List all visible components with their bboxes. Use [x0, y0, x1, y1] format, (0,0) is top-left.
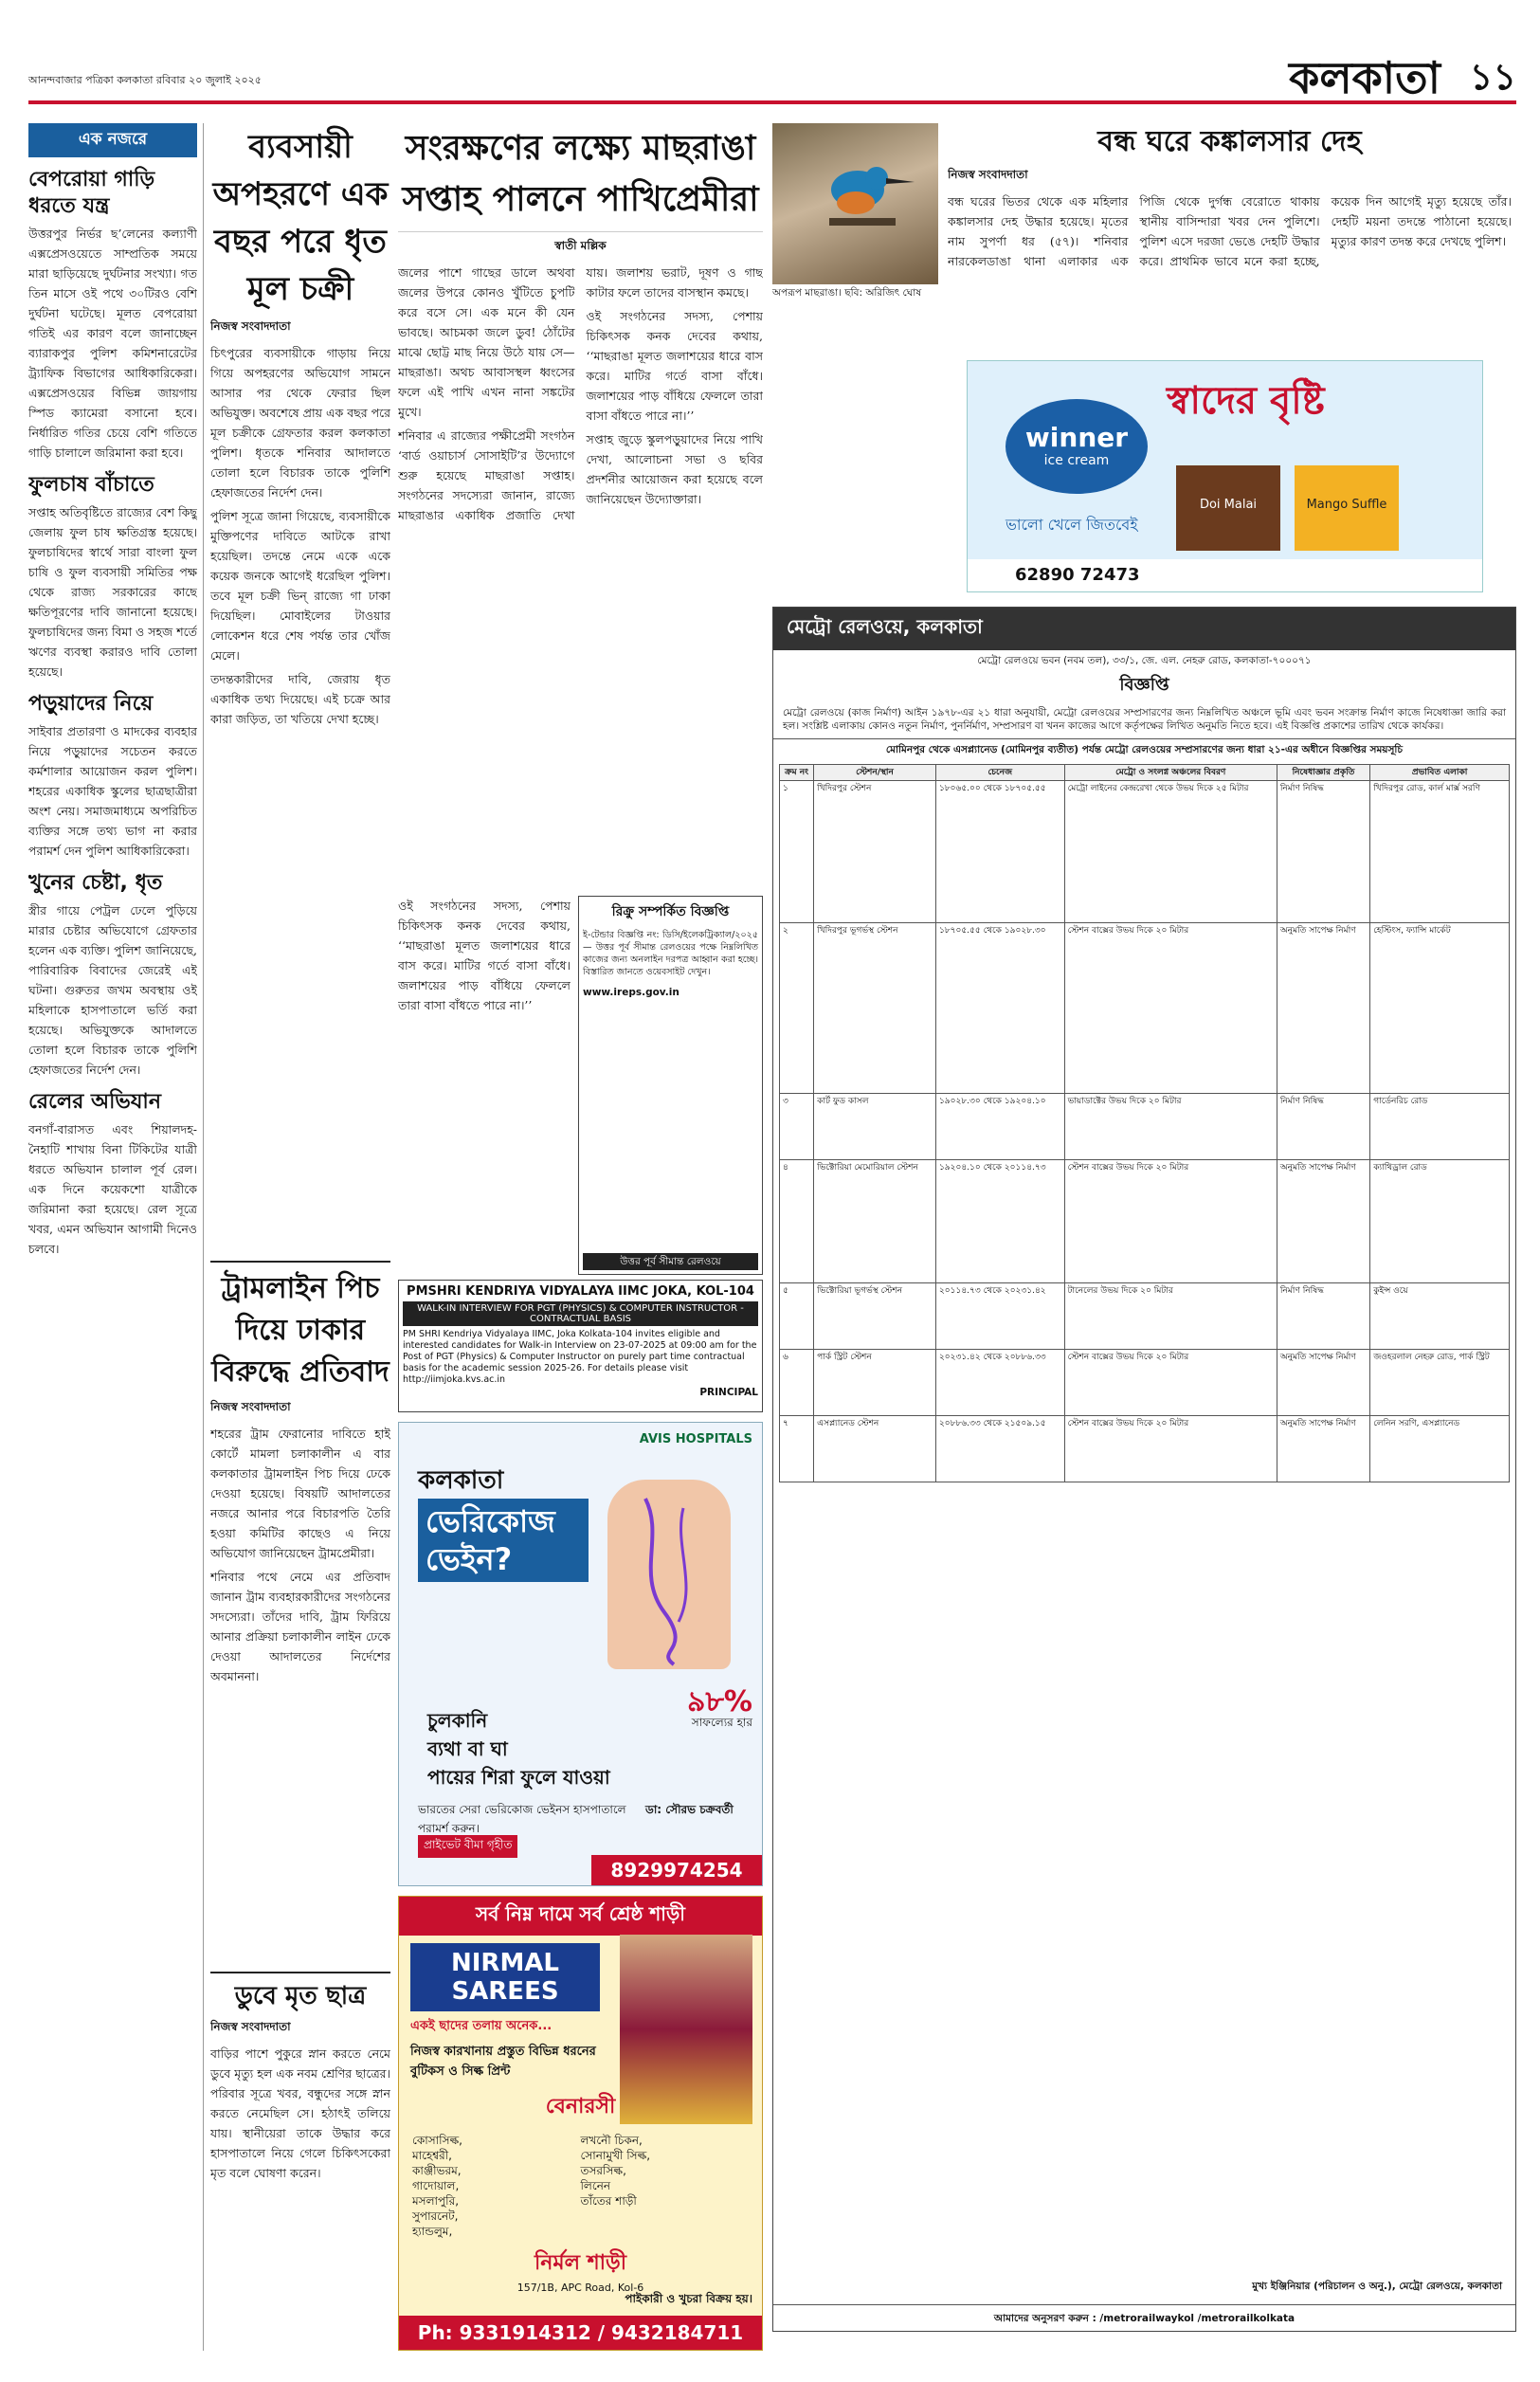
winner-logo: [1006, 399, 1148, 494]
tender-ad: [578, 896, 763, 1275]
brief-body: সপ্তাহ অতিবৃষ্টিতে রাজ্যের বেশ কিছু জেলায় ফুল চাষ ক্ষতিগ্রস্ত হয়েছে। ফুলচাষিদের স্বার্থে সারা বাংলা ফুল চাষি ও ফুল ব্যবসায়ী সমিতির পক্ষ থেকে রাজ্য সরকারের কাছে ক্ষতিপূরণের দাবি জানানো হয়েছে। ফুলচাষিদের জন্য বিমা ও সহজ শর্তে ঋণের ব্যবস্থা করারও দাবি তোলা হয়েছে।: [28, 505, 197, 679]
table-cell: ভিক্টোরিয়া ভূগর্ভস্থ স্টেশন: [814, 1283, 936, 1350]
kingfisher-photo: [772, 123, 938, 284]
nirmal-item: তসরসিল্ক,: [580, 2164, 626, 2177]
table-cell: ৩: [780, 1094, 814, 1160]
table-cell: ২০২৩১.৪২ থেকে ২০৮৮৬.৩৩: [935, 1350, 1064, 1416]
table-row: [780, 923, 1510, 1094]
table-cell: ২: [780, 923, 814, 1094]
avis-phone[interactable]: 8929974254: [591, 1855, 762, 1885]
avis-percent: ৯৮%: [687, 1685, 752, 1718]
kidnap-headline: ব্যবসায়ী অপহরণে এক বছর পরে ধৃত মূল চক্রী: [212, 128, 389, 308]
skeleton-byline: নিজস্ব সংবাদদাতা: [948, 168, 1028, 181]
table-cell: ৫: [780, 1283, 814, 1350]
winner-product: Doi Malai: [1176, 465, 1280, 551]
drown-byline: নিজস্ব সংবাদদাতা: [210, 2020, 291, 2033]
notice-org: মেট্রো রেলওয়ে, কলকাতা: [773, 608, 1515, 650]
table-header: নিষেধাজ্ঞার প্রকৃতি: [1277, 765, 1369, 781]
table-cell: টানেলের উভয় দিকে ২০ মিটার: [1064, 1283, 1277, 1350]
drown-body: বাড়ির পাশে পুকুরে স্নান করতে নেমে ডুবে মৃত্যু হল এক নবম শ্রেণির ছাত্রের। পরিবার সূত্রে খবর, বন্ধুদের সঙ্গে স্নান করতে নেমেছিল সে। হঠাৎই তলিয়ে যায়। স্থানীয়েরা তাকে উদ্ধার করে হাসপাতালে নিয়ে গেলে চিকিৎসকেরা মৃত বলে ঘোষণা করেন।: [210, 2046, 390, 2180]
bird-story-cont: [398, 896, 571, 1275]
table-cell: নির্মাণ নিষিদ্ধ: [1277, 1283, 1369, 1350]
table-cell: কুইন্স ওয়ে: [1370, 1283, 1510, 1350]
table-row: [780, 781, 1510, 923]
notice-body: মেট্রো রেলওয়ে (কাজ নির্মাণ) আইন ১৯৭৮-এর ২১ ধারা অনুযায়ী, মেট্রো রেলওয়ের সম্প্রসারণের জন্য নিম্নলিখিত অঞ্চলে ভূমি এবং ভবন সংক্রান্ত নির্মাণ কাজে নিষেধাজ্ঞা জারি করা হল। সংশ্লিষ্ট এলাকায় কোনও নতুন নির্মাণ, পুনর্নির্মাণ, সম্প্রসারণ বা খনন কাজের আগে কর্তৃপক্ষের লিখিত অনুমতি নিতে হবে। এই বিজ্ঞপ্তি প্রকাশের তারিখ থেকে কার্যকর।: [783, 707, 1506, 732]
skeleton-headline: বন্ধ ঘরে কঙ্কালসার দেহ: [1097, 125, 1362, 158]
tram-story: [210, 1261, 390, 1810]
nirmal-item: লিনেন: [580, 2179, 611, 2192]
saree-model: [620, 1935, 752, 2124]
nirmal-shop: নির্মল শাড়ী: [534, 2251, 627, 2275]
table-cell: ভিক্টোরিয়া মেমোরিয়াল স্টেশন: [814, 1160, 936, 1283]
tender-web[interactable]: www.ireps.gov.in: [583, 987, 679, 998]
table-cell: স্টেশন বাক্সের উভয় দিকে ২০ মিটার: [1064, 923, 1277, 1094]
table-row: [780, 1283, 1510, 1350]
table-cell: নির্মাণ নিষিদ্ধ: [1277, 1094, 1369, 1160]
school-ad: [398, 1280, 763, 1412]
table-cell: ভায়াডাক্টের উভয় দিকে ২০ মিটার: [1064, 1094, 1277, 1160]
photo-caption: অপরূপ মাছরাঙা। ছবি: অরিজিৎ ঘোষ: [772, 287, 922, 299]
edition-line: আনন্দবাজার পত্রিকা কলকাতা রবিবার ২০ জুলাই ২০২৫: [28, 74, 262, 86]
brief-body: সাইবার প্রতারণা ও মাদকের ব্যবহার নিয়ে পড়ুয়াদের সচেতন করতে কর্মশালার আয়োজন করল পুলিশ। শহরের একাধিক স্কুলের ছাত্রছাত্রীরা অংশ নেয়। সমাজমাধ্যমে অপরিচিত ব্যক্তির সঙ্গে তথ্য ভাগ না করার পরামর্শ দেন পুলিশ আধিকারিকেরা।: [28, 724, 197, 858]
bird-para: ওই সংগঠনের সদস্য, পেশায় চিকিৎসক কনক দেবের কথায়, ‘‘মাছরাঙা মূলত জলাশয়ের ধারে বাস করে। মাটির গর্তে বাসা বাঁধে। জলাশয়ের পাড় বাঁধিয়ে ফেললে তারা বাসা বাঁধতে পারে না।’’: [398, 899, 571, 1012]
winner-tagline: স্বাদের বৃষ্টি: [1167, 379, 1325, 423]
tender-body: ই-টেন্ডার বিজ্ঞপ্তি নং: ডিসি/ইলেকট্রিক্যাল/২০২৫ — উত্তর পূর্ব সীমান্ত রেলওয়ের পক্ষে নিম্নলিখিত কাজের জন্য অনলাইন দরপত্র আহ্বান করা হচ্ছে। বিস্তারিত জানতে ওয়েবসাইট দেখুন।: [583, 930, 758, 977]
brief-title: বেপরোয়া গাড়ি ধরতে যন্ত্র: [28, 168, 155, 218]
kingfisher-icon: [772, 123, 938, 284]
avis-tag: ভারতের সেরা ভেরিকোজ ভেইনস হাসপাতালে পরামর্শ করুন।: [418, 1803, 626, 1835]
brief-title: পড়ুয়াদের নিয়ে: [28, 692, 154, 716]
masthead: [28, 52, 1516, 104]
table-cell: লেনিন সরণি, এসপ্ল্যানেড: [1370, 1416, 1510, 1482]
nirmal-item: তাঁতের শাড়ী: [580, 2194, 637, 2208]
table-cell: স্টেশন বাক্সের উভয় দিকে ২০ মিটার: [1064, 1416, 1277, 1482]
nirmal-phone[interactable]: Ph: 9331914312 / 9432184711: [399, 2316, 762, 2350]
table-row: [780, 1094, 1510, 1160]
nirmal-item: লখনৌ চিকন,: [580, 2134, 643, 2147]
nirmal-line2: নিজস্ব কারখানায় প্রস্তুত বিভিন্ন ধরনের বুটিকস ও সিল্ক প্রিন্ট: [410, 2045, 596, 2079]
avis-ad: [398, 1422, 763, 1886]
table-cell: স্টেশন বাক্সের উভয় দিকে ২০ মিটার: [1064, 1160, 1277, 1283]
table-cell: খিদিরপুর রোড, কার্ল মার্ক্স সরণি: [1370, 781, 1510, 923]
winner-slogan: ভালো খেলে জিতবেই: [1006, 516, 1138, 534]
section-title: কলকাতা: [1289, 52, 1440, 103]
tender-title: রিক্রু সম্পর্কিত বিজ্ঞপ্তি: [611, 904, 730, 919]
bird-para: সপ্তাহ জুড়ে স্কুলপড়ুয়াদের নিয়ে পাখি দেখা, আলোচনা সভা ও ছবির প্রদর্শনীর আয়োজন করা হয়েছে বলে জানিয়েছেন উদ্যোক্তারা।: [586, 432, 763, 506]
tender-footer: উত্তর পূর্ব সীমান্ত রেলওয়ে: [583, 1253, 758, 1270]
bird-para: শনিবার এ রাজ্যের পক্ষীপ্রেমী সংগঠন ‘বার্ড ওয়াচার্স সোসাইটি’র উদ্যোগে শুরু হয়েছে মাছরাঙা সপ্তাহ। সংগঠনের সদস্যেরা জানান, রাজ্যে মাছরাঙার একাধিক প্রজাতি দেখা যায়। জলাশয় ভরাট, দূষণ ও গাছ কাটার ফলে তাদের বাসস্থান কমছে।: [398, 265, 763, 522]
table-header: চেনেজ: [935, 765, 1064, 781]
avis-symptom: পায়ের শিরা ফুলে যাওয়া: [427, 1766, 610, 1789]
avis-title: ভেরিকোজ ভেইন?: [418, 1499, 589, 1582]
nirmal-item: গাদোয়াল,: [412, 2179, 460, 2192]
table-cell: অনুমতি সাপেক্ষ নির্মাণ: [1277, 1416, 1369, 1482]
metro-notice: [772, 607, 1516, 2332]
notice-signature: মুখ্য ইঞ্জিনিয়ার (পরিচালন ও অনু.), মেট্রো রেলওয়ে, কলকাতা: [1252, 2281, 1502, 2292]
table-cell: নির্মাণ নিষিদ্ধ: [1277, 781, 1369, 923]
table-cell: এসপ্ল্যানেড স্টেশন: [814, 1416, 936, 1482]
nirmal-item: সোনামুখী সিল্ক,: [580, 2149, 651, 2162]
avis-doctor: ডা: সৌরভ চক্রবর্তী: [645, 1803, 734, 1816]
leg-illustration: [607, 1480, 731, 1669]
table-row: [780, 1416, 1510, 1482]
skeleton-body: বন্ধ ঘরের ভিতর থেকে এক মহিলার কঙ্কালসার দেহ উদ্ধার হয়েছে। মৃতের নাম সুপর্ণা ধর (৫৭)। শনিবার নারকেলডাঙা থানা এলাকার এক পিজি থেকে দুর্গন্ধ বেরোতে থাকায় স্থানীয় বাসিন্দারা খবর দেন পুলিশে। পুলিশ এসে দরজা ভেঙে দেহটি উদ্ধার করে। প্রাথমিক ভাবে মনে করা হচ্ছে, কয়েক দিন আগেই মৃত্যু হয়েছে তাঁর। দেহটি ময়না তদন্তে পাঠানো হয়েছে। মৃত্যুর কারণ তদন্ত করে দেখছে পুলিশ।: [948, 194, 1512, 268]
winner-brand: winner: [1024, 422, 1129, 453]
table-cell: ২০১১৪.৭৩ থেকে ২০২৩১.৪২: [935, 1283, 1064, 1350]
bird-story: [398, 123, 763, 1024]
notice-social[interactable]: আমাদের অনুসরণ করুন : /metrorailwaykol /metrorailkolkata: [773, 2304, 1515, 2331]
winner-sub: ice cream: [1043, 453, 1110, 468]
table-cell: পার্ক স্ট্রিট স্টেশন: [814, 1350, 936, 1416]
avis-brand: AVIS HOSPITALS: [639, 1432, 752, 1446]
table-header: স্টেশন/স্থান: [814, 765, 936, 781]
tram-para: শনিবার পথে নেমে এর প্রতিবাদ জানান ট্রাম ব্যবহারকারীদের সংগঠনের সদস্যেরা। তাঁদের দাবি, ট্রাম ফিরিয়ে আনার প্রক্রিয়া চলাকালীন লাইন ঢেকে দেওয়া আদালতের নির্দেশের অবমাননা।: [210, 1570, 390, 1683]
avis-insurance: প্রাইভেট বীমা গৃহীত: [418, 1835, 517, 1858]
brief-body: উত্তরপুর নির্ভর ছ’লেনের কল্যাণী এক্সপ্রেসওয়েতে সাম্প্রতিক সময়ে মারা ছাড়িয়েছে দুর্ঘটনার সংখ্যা। গত তিন মাসে ওই পথে ৩০টিরও বেশি দুর্ঘটনা ঘটেছে। মূলত বেপরোয়া গতিই এর কারণ বলে জানাচ্ছেন ব্যারাকপুর পুলিশ কমিশনারেটের ট্র্যাফিক বিভাগের আধিকারিকেরা। এক্সপ্রেসওয়ের বিভিন্ন জায়গায় স্পিড ক্যামেরা বসানো হবে। নির্ধারিত গতির চেয়ে বেশি গতিতে গাড়ি চালালে জরিমানা করা হবে।: [28, 227, 197, 460]
nirmal-item: সুপারনেট,: [412, 2209, 459, 2223]
bird-byline: স্বাতী মল্লিক: [554, 239, 607, 252]
nirmal-addr: 157/1B, APC Road, Kol-6: [516, 2282, 644, 2294]
nirmal-banarasi: বেনারসী: [545, 2095, 616, 2118]
kidnap-byline: নিজস্ব সংবাদদাতা: [210, 319, 291, 333]
table-cell: খিদিরপুর ভূগর্ভস্থ স্টেশন: [814, 923, 936, 1094]
page-number: ১১: [1469, 56, 1516, 98]
notice-table: [779, 764, 1510, 1482]
kidnap-para: চিৎপুরের ব্যবসায়ীকে গাড়ায় নিয়ে গিয়ে অপহরণের অভিযোগ সামনে আসার পর থেকে ফেরার ছিল অভিযুক্ত। অবশেষে প্রায় এক বছর পরে মূল চক্রীকে গ্রেফতার করল কলকাতা পুলিশ। ধৃতকে শনিবার আদালতে তোলা হলে বিচারক তাকে পুলিশি হেফাজতের নির্দেশ দেন।: [210, 346, 390, 500]
notice-address: মেট্রো রেলওয়ে ভবন (নবম তল), ৩৩/১, জে. এল. নেহরু রোড, কলকাতা-৭০০০৭১: [977, 655, 1312, 666]
drown-story: [210, 1972, 390, 2351]
table-header: ক্রম নং: [780, 765, 814, 781]
vein-icon: [607, 1480, 731, 1669]
kidnap-para: তদন্তকারীদের দাবি, জেরায় ধৃত একাধিক তথ্য দিয়েছে। এই চক্রে আর কারা জড়িত, তা খতিয়ে দেখা হচ্ছে।: [210, 672, 390, 726]
table-header: প্রভাবিত এলাকা: [1370, 765, 1510, 781]
nirmal-item: কাঞ্জীভরম,: [412, 2164, 462, 2177]
table-row: [780, 1350, 1510, 1416]
kidnap-para: পুলিশ সূত্রে জানা গিয়েছে, ব্যবসায়ীকে মুক্তিপণের দাবিতে আটকে রাখা হয়েছিল। তদন্তে নেমে একে একে কয়েক জনকে আগেই ধরেছিল পুলিশ। তবে মূল চক্রী ভিন্ রাজ্যে গা ঢাকা দিয়েছিল। মোবাইলের টাওয়ার লোকেশন ধরে শেষ পর্যন্ত তার খোঁজ মেলে।: [210, 509, 390, 663]
nirmal-top: সর্ব নিম্ন দামে সর্ব শ্রেষ্ঠ শাড়ী: [399, 1897, 762, 1936]
table-header: মেট্রো ও সংলগ্ন অঞ্চলের বিবরণ: [1064, 765, 1277, 781]
drown-headline: ডুবে মৃত ছাত্র: [234, 1982, 367, 2010]
brief-column: [28, 123, 197, 2351]
table-cell: স্টেশন বাক্সের উভয় দিকে ২০ মিটার: [1064, 1350, 1277, 1416]
table-cell: জওহরলাল নেহরু রোড, পার্ক স্ট্রিট: [1370, 1350, 1510, 1416]
skeleton-story: [948, 123, 1512, 341]
bird-para: ওই সংগঠনের সদস্য, পেশায় চিকিৎসক কনক দেবের কথায়, ‘‘মাছরাঙা মূলত জলাশয়ের ধারে বাস করে। মাটির গর্তে বাসা বাঁধে। জলাশয়ের পাড় বাঁধিয়ে ফেললে তারা বাসা বাঁধতে পারে না।’’: [586, 309, 763, 423]
notice-table-title: মোমিনপুর থেকে এসপ্ল্যানেড (মোমিনপুর ব্যতীত) পর্যন্ত মেট্রো রেলওয়ের সম্প্রসারণের জন্য ধারা ২১-এর অধীনে বিজ্ঞপ্তির সময়সূচি: [773, 738, 1515, 760]
brief-body: বনগাঁ-বারাসত এবং শিয়ালদহ-নৈহাটি শাখায় বিনা টিকিটের যাত্রী ধরতে অভিযান চালাল পূর্ব রেল। এক দিনে কয়েকশো যাত্রীকে জরিমানা করা হয়েছে। রেল সূত্রে খবর, এমন অভিযান আগামী দিনেও চলবে।: [28, 1122, 197, 1256]
table-cell: ৭: [780, 1416, 814, 1482]
table-row: [780, 1160, 1510, 1283]
winner-phone: 62890 72473: [968, 559, 1482, 591]
table-cell: খিদিরপুর স্টেশন: [814, 781, 936, 923]
table-cell: ৪: [780, 1160, 814, 1283]
nirmal-item: মাহেশ্বরী,: [412, 2149, 452, 2162]
school-title: PMSHRI KENDRIYA VIDYALAYA IIMC JOKA, KOL-104: [407, 1284, 754, 1299]
tram-byline: নিজস্ব সংবাদদাতা: [210, 1400, 291, 1413]
table-cell: অনুমতি সাপেক্ষ নির্মাণ: [1277, 1160, 1369, 1283]
winner-ad: [967, 360, 1483, 592]
winner-product: Mango Suffle: [1295, 465, 1399, 551]
table-cell: গার্ডেনরিচ রোড: [1370, 1094, 1510, 1160]
bird-headline: সংরক্ষণের লক্ষ্যে মাছরাঙা সপ্তাহ পালনে পাখিপ্রেমীরা: [398, 123, 763, 232]
avis-city: কলকাতা: [418, 1466, 504, 1495]
school-sign: PRINCIPAL: [699, 1387, 758, 1398]
nirmal-item: কোসাসিল্ক,: [412, 2134, 463, 2147]
brief-body: স্ত্রীর গায়ে পেট্রল ঢেলে পুড়িয়ে মারার চেষ্টার অভিযোগে গ্রেফতার হলেন এক ব্যক্তি। পুলিশ জানিয়েছে, পারিবারিক বিবাদের জেরেই এই ঘটনা। গুরুতর জখম অবস্থায় ওই মহিলাকে হাসপাতালে ভর্তি করা হয়েছে। অভিযুক্তকে আদালতে তোলা হলে বিচারক তাকে পুলিশি হেফাজতের নির্দেশ দেন।: [28, 903, 197, 1077]
nirmal-brand: NIRMAL SAREES: [410, 1943, 600, 2011]
kidnap-story: [210, 123, 390, 1256]
school-bar: WALK-IN INTERVIEW FOR PGT (PHYSICS) & COMPUTER INSTRUCTOR - CONTRACTUAL BASIS: [403, 1301, 758, 1326]
avis-percent-label: সাফল্যের হার: [691, 1716, 752, 1729]
table-cell: ১৯২০৪.১০ থেকে ২০১১৪.৭৩: [935, 1160, 1064, 1283]
table-cell: কার্ট ফুড কাসল: [814, 1094, 936, 1160]
brief-title: ফুলচাষ বাঁচাতে: [28, 473, 154, 497]
table-cell: মেট্রো লাইনের কেন্দ্ররেখা থেকে উভয় দিকে ২৫ মিটার: [1064, 781, 1277, 923]
table-cell: হেস্টিংস, ফ্যান্সি মার্কেট: [1370, 923, 1510, 1094]
table-cell: ৬: [780, 1350, 814, 1416]
nirmal-item: হ্যান্ডলুম,: [412, 2225, 453, 2238]
notice-title: বিজ্ঞপ্তি: [1119, 675, 1169, 695]
brief-title: রেলের অভিযান: [28, 1090, 161, 1114]
nirmal-wholesale: পাইকারী ও খুচরা বিক্রয় হয়।: [625, 2292, 752, 2305]
bird-para: জলের পাশে গাছের ডালে অথবা জলের উপরে কোনও খুঁটিতে চুপটি করে বসে সে। এক মনে কী যেন ভাবছে। আচমকা জলে ডুব! ঠোঁটের মাঝে ছোট্ট মাছ নিয়ে উঠে যায় সে— মাছরাঙা। অথচ আবাসস্থল ধ্বংসের ফলে এই পাখি এখন নানা সঙ্কটের মুখে।: [398, 265, 575, 419]
table-cell: ১৮৭০৫.৫৫ থেকে ১৯০২৮.৩০: [935, 923, 1064, 1094]
avis-symptom: ব্যথা বা ঘা: [427, 1737, 508, 1760]
table-cell: অনুমতি সাপেক্ষ নির্মাণ: [1277, 1350, 1369, 1416]
table-cell: ১৯০২৮.৩০ থেকে ১৯২০৪.১০: [935, 1094, 1064, 1160]
table-cell: ২০৮৮৬.৩৩ থেকে ২১৫০৯.১৫: [935, 1416, 1064, 1482]
brief-title: খুনের চেষ্টা, ধৃত: [28, 871, 163, 895]
brief-bar: এক নজরে: [28, 123, 197, 157]
school-body: PM SHRI Kendriya Vidyalaya IIMC, Joka Kolkata-104 invites eligible and interested candidates for Walk-in Interview on 23-07-2025 at 09:00 am for the Post of PGT (Physics) & Computer Instructor on purely part time contractual basis for the academic session 2025-26. For details please visit http://iimjoka.kvs.ac.in: [403, 1329, 757, 1385]
table-cell: ক্যাথিড্রাল রোড: [1370, 1160, 1510, 1283]
table-cell: ১৮০৬৫.০০ থেকে ১৮৭০৫.৫৫: [935, 781, 1064, 923]
nirmal-item: মসলাপুরি,: [412, 2194, 460, 2208]
nirmal-line1: একই ছাদের তলায় অনেক...: [410, 2019, 553, 2033]
nirmal-ad: [398, 1896, 763, 2351]
tram-para: শহরের ট্রাম ফেরানোর দাবিতে হাই কোর্টে মামলা চলাকালীন এ বার কলকাতার ট্রামলাইন পিচ দিয়ে ঢেকে দেওয়া হয়েছে। বিষয়টি আদালতের নজরে আনার পরে বিচারপতি তৈরি হওয়া কমিটির কাছেও এ নিয়ে অভিযোগ জানিয়েছেন ট্রামপ্রেমীরা।: [210, 1427, 390, 1560]
table-cell: ১: [780, 781, 814, 923]
avis-symptom: চুলকানি: [427, 1709, 488, 1732]
tram-headline: ট্রামলাইন পিচ দিয়ে ঢাকার বিরুদ্ধে প্রতিবাদ: [211, 1272, 390, 1389]
table-cell: অনুমতি সাপেক্ষ নির্মাণ: [1277, 923, 1369, 1094]
